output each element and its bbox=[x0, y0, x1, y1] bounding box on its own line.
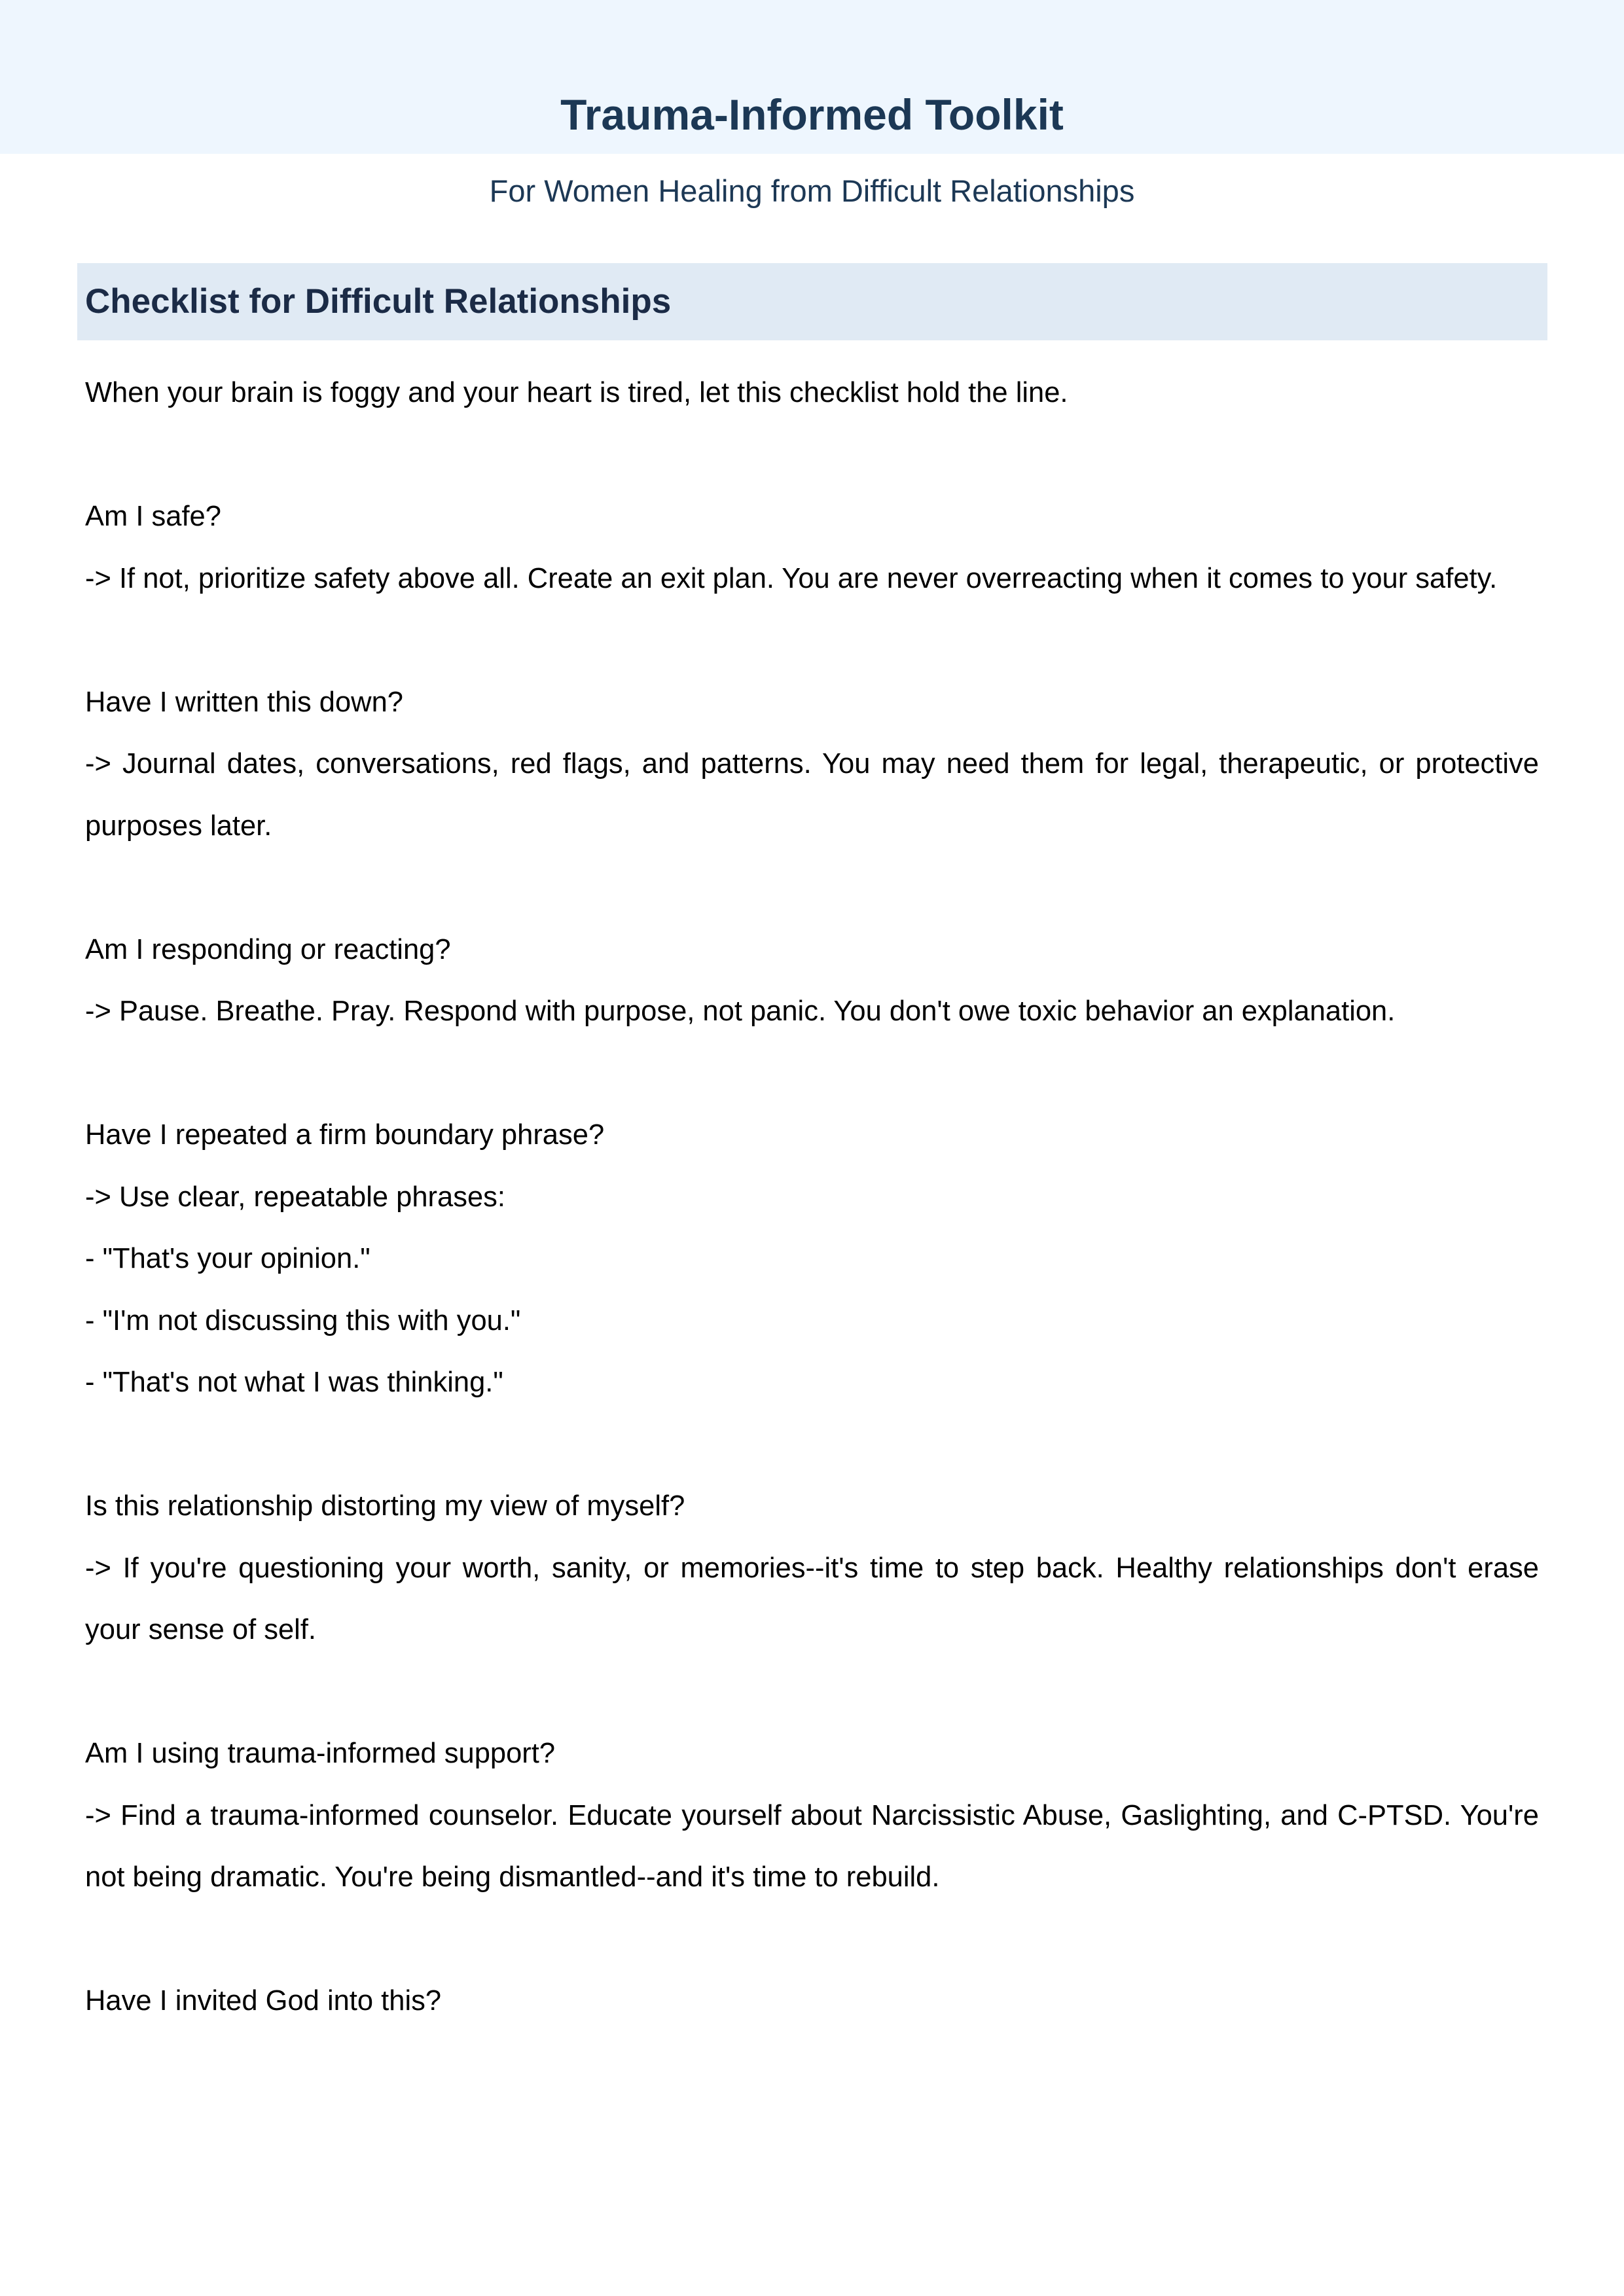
boundary-phrase: - "That's your opinion." bbox=[85, 1243, 370, 1274]
document-title: Trauma-Informed Toolkit bbox=[560, 90, 1064, 139]
checklist-question: Am I safe? bbox=[85, 501, 221, 532]
spacer bbox=[85, 424, 1539, 486]
section-heading: Checklist for Difficult Relationships bbox=[85, 282, 672, 321]
checklist-answer: -> Journal dates, conversations, red flags, and patterns. You may need them for legal, therapeutic, or protective purposes later. bbox=[85, 748, 1539, 842]
spacer bbox=[85, 857, 1539, 919]
checklist-question: Have I invited God into this? bbox=[85, 1985, 442, 2017]
checklist-content bbox=[85, 362, 1539, 2032]
intro-text: When your brain is foggy and your heart is tired, let this checklist hold the line. bbox=[85, 377, 1068, 408]
checklist-answer: -> If not, prioritize safety above all. Create an exit plan. You are never overreacting when it comes to your safety. bbox=[85, 562, 1498, 594]
checklist-answer: -> Find a trauma-informed counselor. Educate yourself about Narcissistic Abuse, Gaslighting, and C-PTSD. You're not being dramatic. You're being dismantled--and it's time to rebuild. bbox=[85, 1799, 1539, 1893]
checklist-question: Am I using trauma-informed support? bbox=[85, 1738, 556, 1769]
checklist-answer: -> If you're questioning your worth, sanity, or memories--it's time to step back. Healthy relationships don't erase your sense of self. bbox=[85, 1552, 1539, 1645]
spacer bbox=[85, 1661, 1539, 1723]
checklist-answer: -> Use clear, repeatable phrases: bbox=[85, 1181, 505, 1213]
checklist-question: Have I written this down? bbox=[85, 686, 403, 718]
checklist-question: Is this relationship distorting my view of myself? bbox=[85, 1490, 685, 1522]
spacer bbox=[85, 1414, 1539, 1476]
spacer bbox=[85, 609, 1539, 672]
checklist-question: Have I repeated a firm boundary phrase? bbox=[85, 1119, 605, 1151]
checklist-answer: -> Pause. Breathe. Pray. Respond with purpose, not panic. You don't owe toxic behavior an explanation. bbox=[85, 996, 1396, 1027]
section-header-bar bbox=[77, 263, 1547, 340]
document-subtitle: For Women Healing from Difficult Relationships bbox=[489, 173, 1135, 208]
checklist-question: Am I responding or reacting? bbox=[85, 933, 451, 965]
boundary-phrase: - "That's not what I was thinking." bbox=[85, 1367, 503, 1398]
spacer bbox=[85, 1909, 1539, 1971]
boundary-phrase: - "I'm not discussing this with you." bbox=[85, 1304, 521, 1336]
spacer bbox=[85, 1043, 1539, 1105]
